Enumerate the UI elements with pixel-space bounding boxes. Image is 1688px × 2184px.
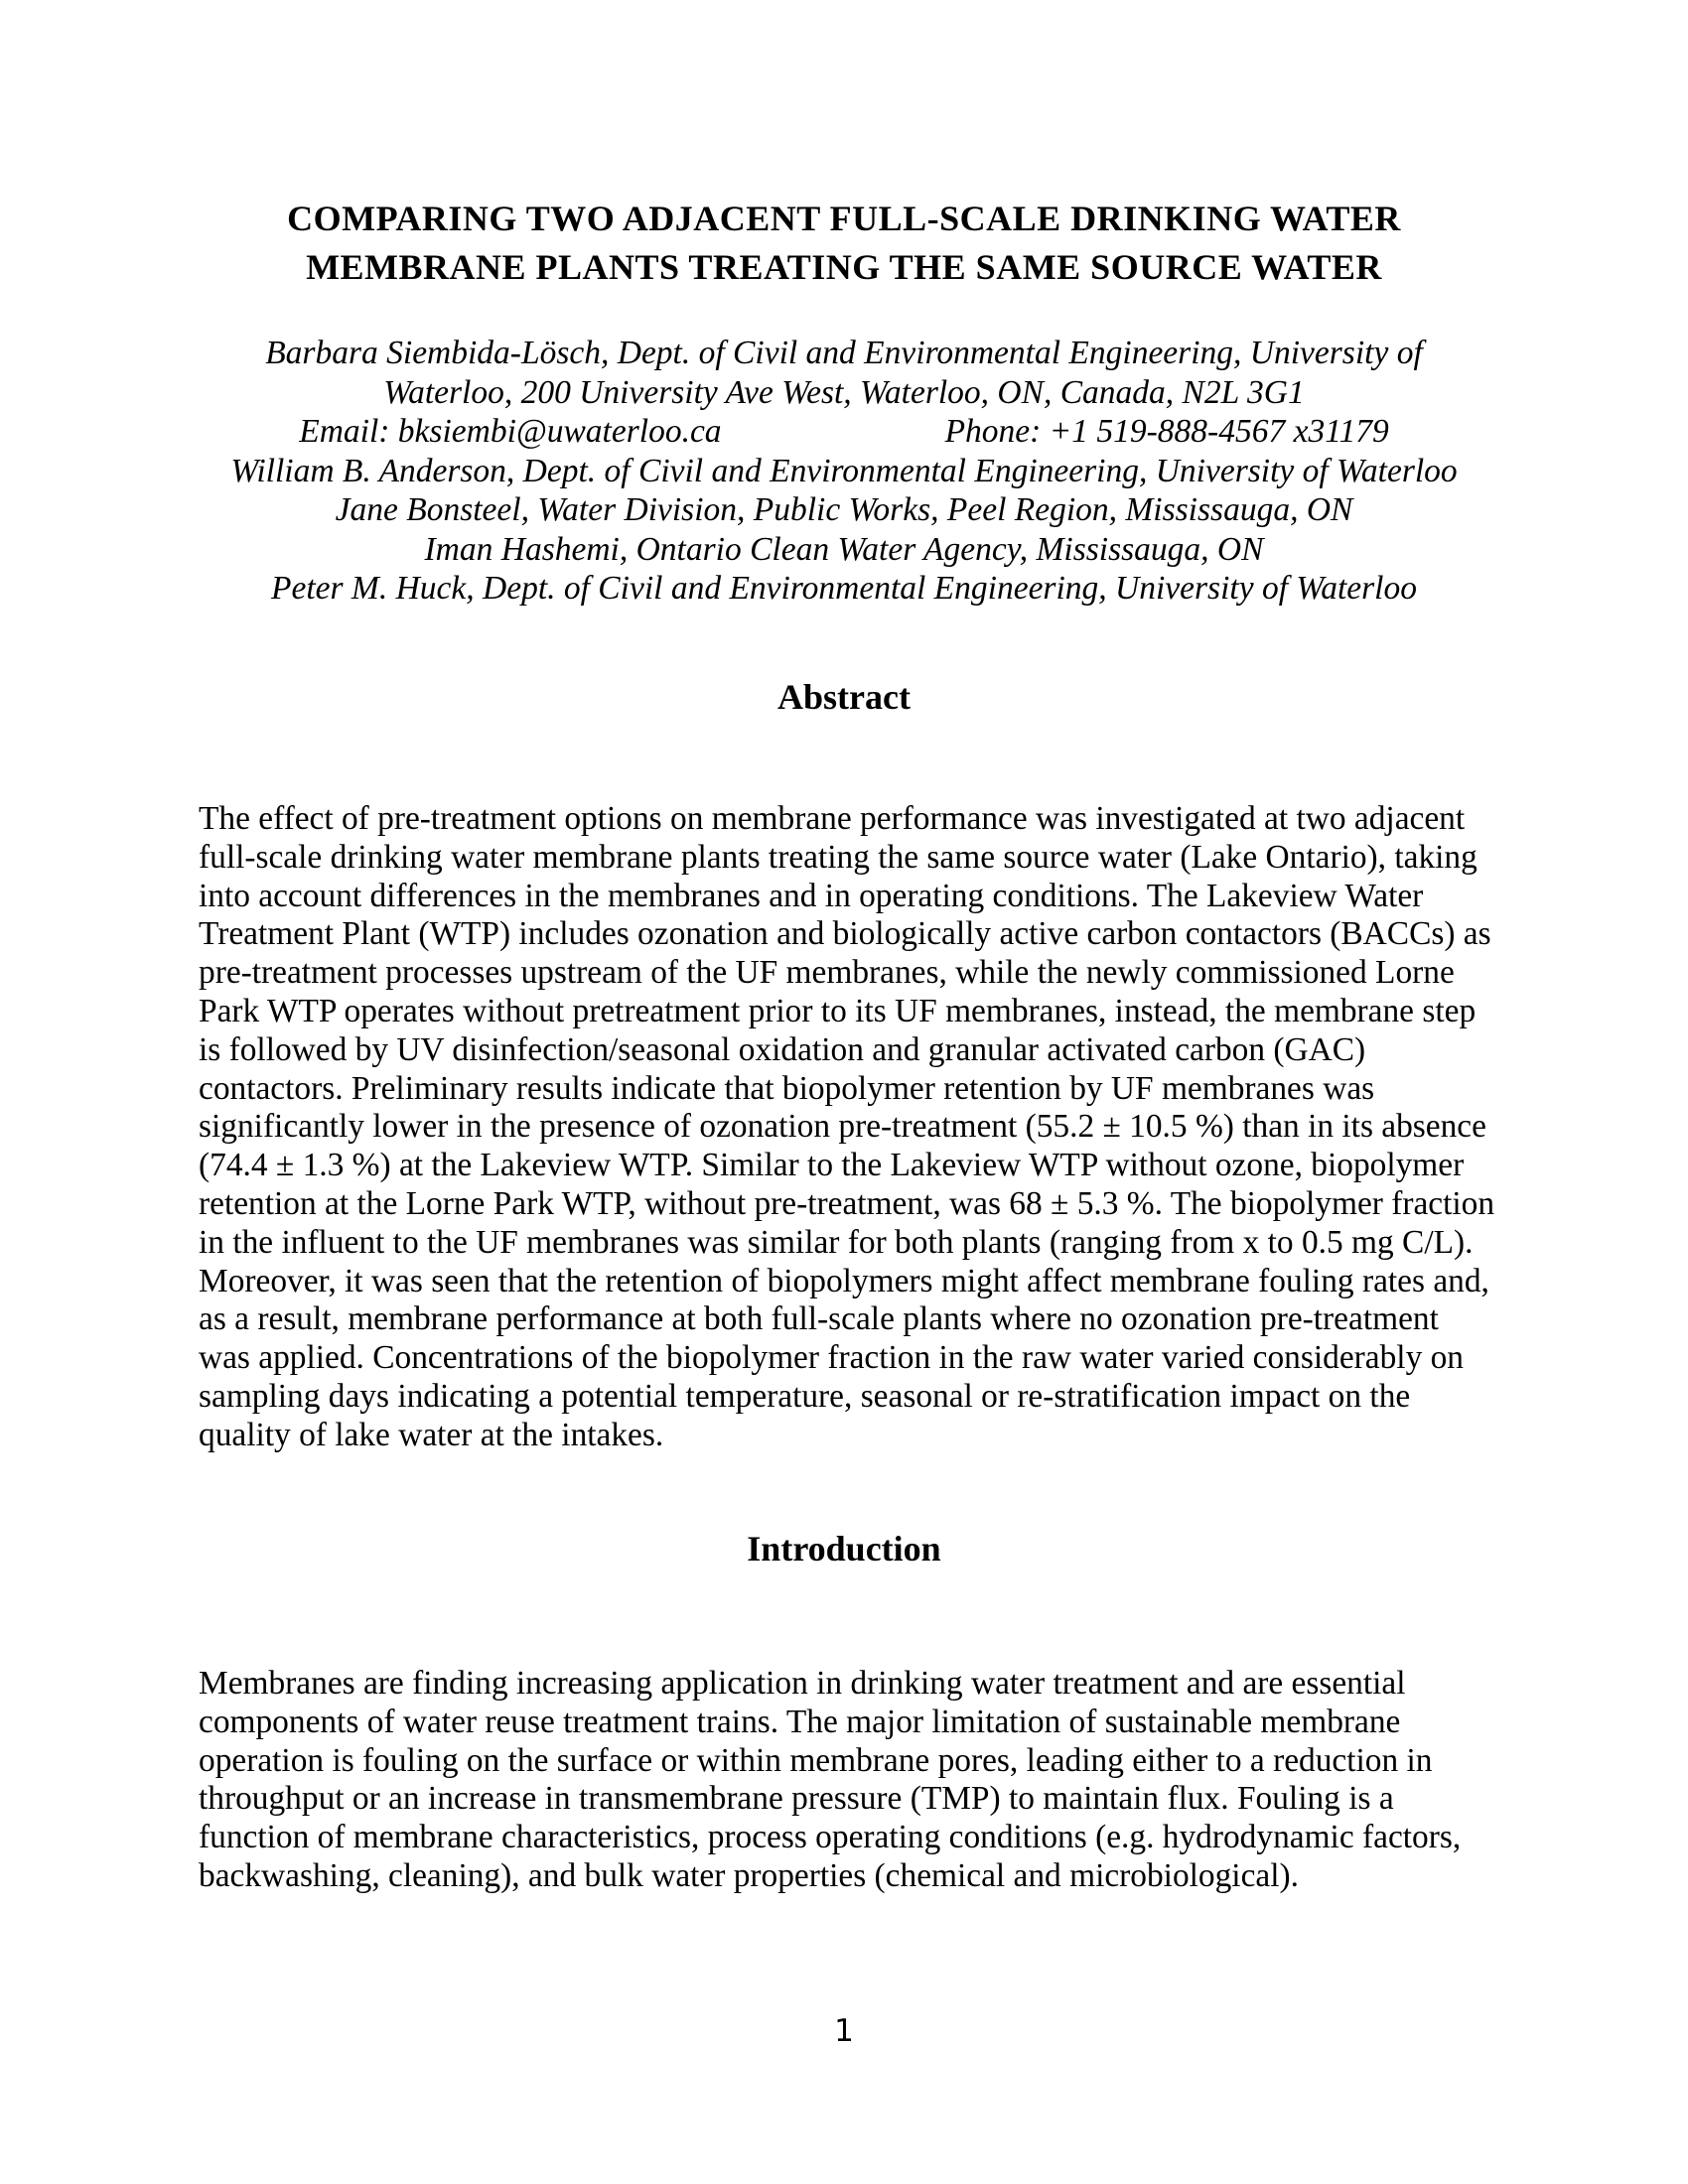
introduction-heading: Introduction — [747, 1529, 941, 1569]
coauthor-line: Jane Bonsteel, Water Division, Public Works, Peel Region, Mississauga, ON — [335, 491, 1353, 528]
author-phone: Phone: +1 519-888-4567 x31179 — [944, 413, 1389, 450]
paper-title-line1: COMPARING TWO ADJACENT FULL-SCALE DRINKING WATER — [287, 199, 1401, 238]
author-contact-line — [179, 412, 1509, 452]
abstract-paragraph: The effect of pre-treatment options on membrane performance was investigated at two adjacent full-scale drinking water membrane plants treating the same source water (Lake Ontario), taking into account differences in the membranes and in operating conditions. The Lakeview Water Treatment Plant (WTP) includes ozonation and biologically active carbon contactors (BACCs) as pre-treatment processes upstream of the UF membranes, while the newly commissioned Lorne Park WTP operates without pretreatment prior to its UF membranes, instead, the membrane step is followed by UV disinfection/seasonal oxidation and granular activated carbon (GAC) contactors. Preliminary results indicate that biopolymer retention by UF membranes was significantly lower in the presence of ozonation pre-treatment (55.2 ± 10.5 %) than in its absence (74.4 ± 1.3 %) at the Lakeview WTP. Similar to the Lakeview WTP without ozone, biopolymer retention at the Lorne Park WTP, without pre-treatment, was 68 ± 5.3 %. The biopolymer fraction in the influent to the UF membranes was similar for both plants (ranging from x to 0.5 mg C/L). Moreover, it was seen that the retention of biopolymers might affect membrane fouling rates and, as a result, membrane performance at both full-scale plants where no ozonation pre-treatment was applied. Concentrations of the biopolymer fraction in the raw water varied considerably on sampling days indicating a potential temperature, seasonal or re-stratification impact on the quality of lake water at the intakes. — [199, 800, 1495, 1453]
author-affiliation-line2: Waterloo, 200 University Ave West, Waterloo, ON, Canada, N2L 3G1 — [383, 373, 1305, 411]
paper-title-line2: MEMBRANE PLANTS TREATING THE SAME SOURCE WATER — [306, 247, 1382, 287]
abstract-heading: Abstract — [777, 677, 911, 717]
coauthor-line: Iman Hashemi, Ontario Clean Water Agency, Mississauga, ON — [424, 530, 1264, 568]
paper-title — [199, 195, 1489, 292]
author-block — [179, 334, 1509, 609]
page-number: 1 — [834, 2013, 854, 2049]
author-affiliation-line1: Barbara Siembida-Lösch, Dept. of Civil and Environmental Engineering, University of — [265, 335, 1423, 371]
introduction-paragraph: Membranes are finding increasing application in drinking water treatment and are essential components of water reuse treatment trains. The major limitation of sustainable membrane operation is fouling on the surface or within membrane pores, leading either to a reduction in throughput or an increase in transmembrane pressure (TMP) to maintain flux. Fouling is a function of membrane characteristics, process operating conditions (e.g. hydrodynamic factors, backwashing, cleaning), and bulk water properties (chemical and microbiological). — [199, 1665, 1462, 1894]
author-email: Email: bksiembi@uwaterloo.ca — [299, 413, 722, 450]
coauthor-line: Peter M. Huck, Dept. of Civil and Environmental Engineering, University of Waterloo — [271, 570, 1417, 607]
coauthor-line: William B. Anderson, Dept. of Civil and Environmental Engineering, University of Waterloo — [230, 452, 1458, 489]
